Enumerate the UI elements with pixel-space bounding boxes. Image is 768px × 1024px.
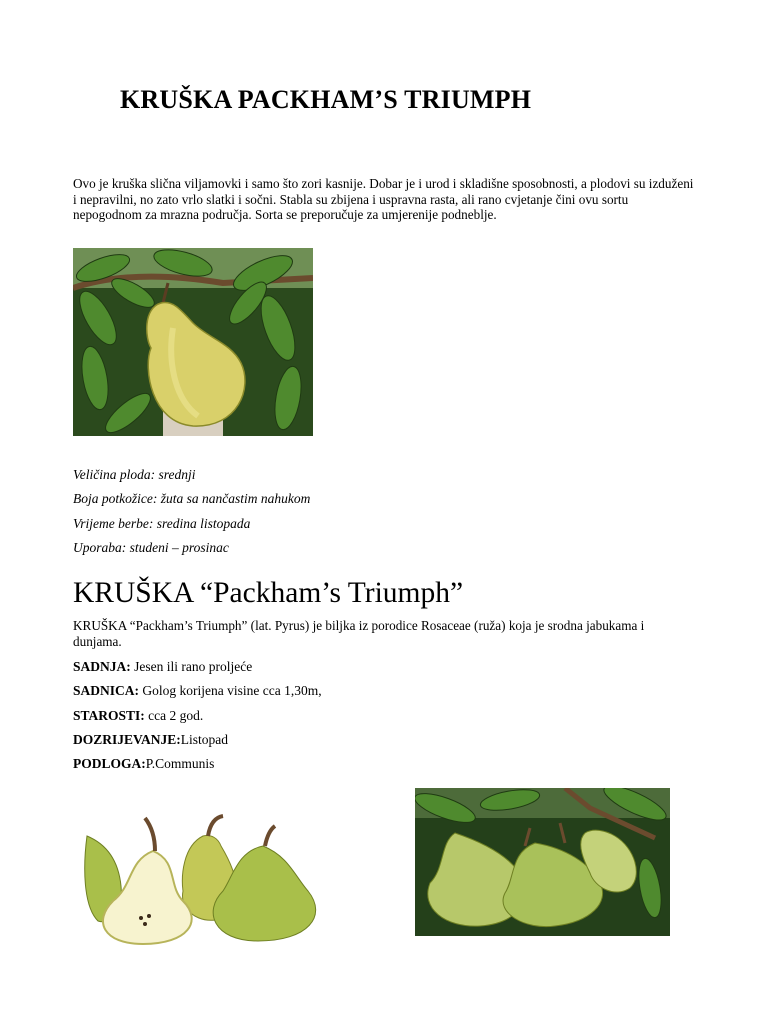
spec-value: P.Communis [145, 756, 215, 772]
spec-row [73, 731, 322, 755]
spec-row [73, 658, 322, 682]
spec-label: STAROSTI: [73, 707, 145, 723]
pears-on-tree-photo [415, 788, 670, 936]
spec-value: Golog korijena visine cca 1,30m, [142, 683, 322, 699]
description-paragraph: KRUŠKA “Packham’s Triumph” (lat. Pyrus) je biljka iz porodice Rosaceae (ruža) koja je srodna jabukama i dunjama. [73, 618, 645, 649]
spec-label: PODLOGA: [73, 756, 146, 772]
spec-value: Listopad [180, 731, 229, 747]
spec-value: cca 2 god. [148, 707, 204, 723]
document-title: KRUŠKA PACKHAM’S TRIUMPH [120, 85, 532, 114]
pear-on-branch-illustration [73, 248, 313, 436]
pears-tree-illustration [415, 788, 670, 936]
spec-row [73, 707, 322, 731]
fact-fruit-size: Veličina ploda: srednji [73, 467, 196, 482]
spec-label: SADNICA: [73, 683, 140, 699]
fact-harvest-time: Vrijeme berbe: sredina listopada [73, 515, 251, 531]
section-heading: KRUŠKA “Packham’s Triumph” [73, 577, 464, 609]
pear-on-branch-photo [73, 248, 313, 436]
fruit-facts [73, 466, 310, 563]
spec-value: Jesen ili rano proljeće [134, 659, 253, 674]
spec-row [73, 682, 322, 706]
spec-row [73, 755, 322, 779]
spec-label: DOZRIJEVANJE: [73, 731, 181, 747]
fact-skin-color: Boja potkožice: žuta sa nančastim nahukom [73, 491, 311, 507]
pears-with-cut-half-photo [83, 806, 325, 946]
spec-label: SADNJA: [73, 659, 131, 674]
pears-cut-illustration [83, 806, 325, 946]
planting-specs [73, 658, 322, 779]
intro-paragraph: Ovo je kruška slična viljamovki i samo što zori kasnije. Dobar je i urod i skladišne sposobnosti, a plodovi su izduženi i nepravilni, no zato vrlo slatki i sočni. Stabla su zbijena i uspravna rasta, ali rano cvjetanje čini ovu sortu nepogodnom za mrazna područja. Sorta se preporučuje za umjerenije podneblje. [73, 176, 694, 222]
fact-usage: Uporaba: studeni – prosinac [73, 539, 229, 555]
